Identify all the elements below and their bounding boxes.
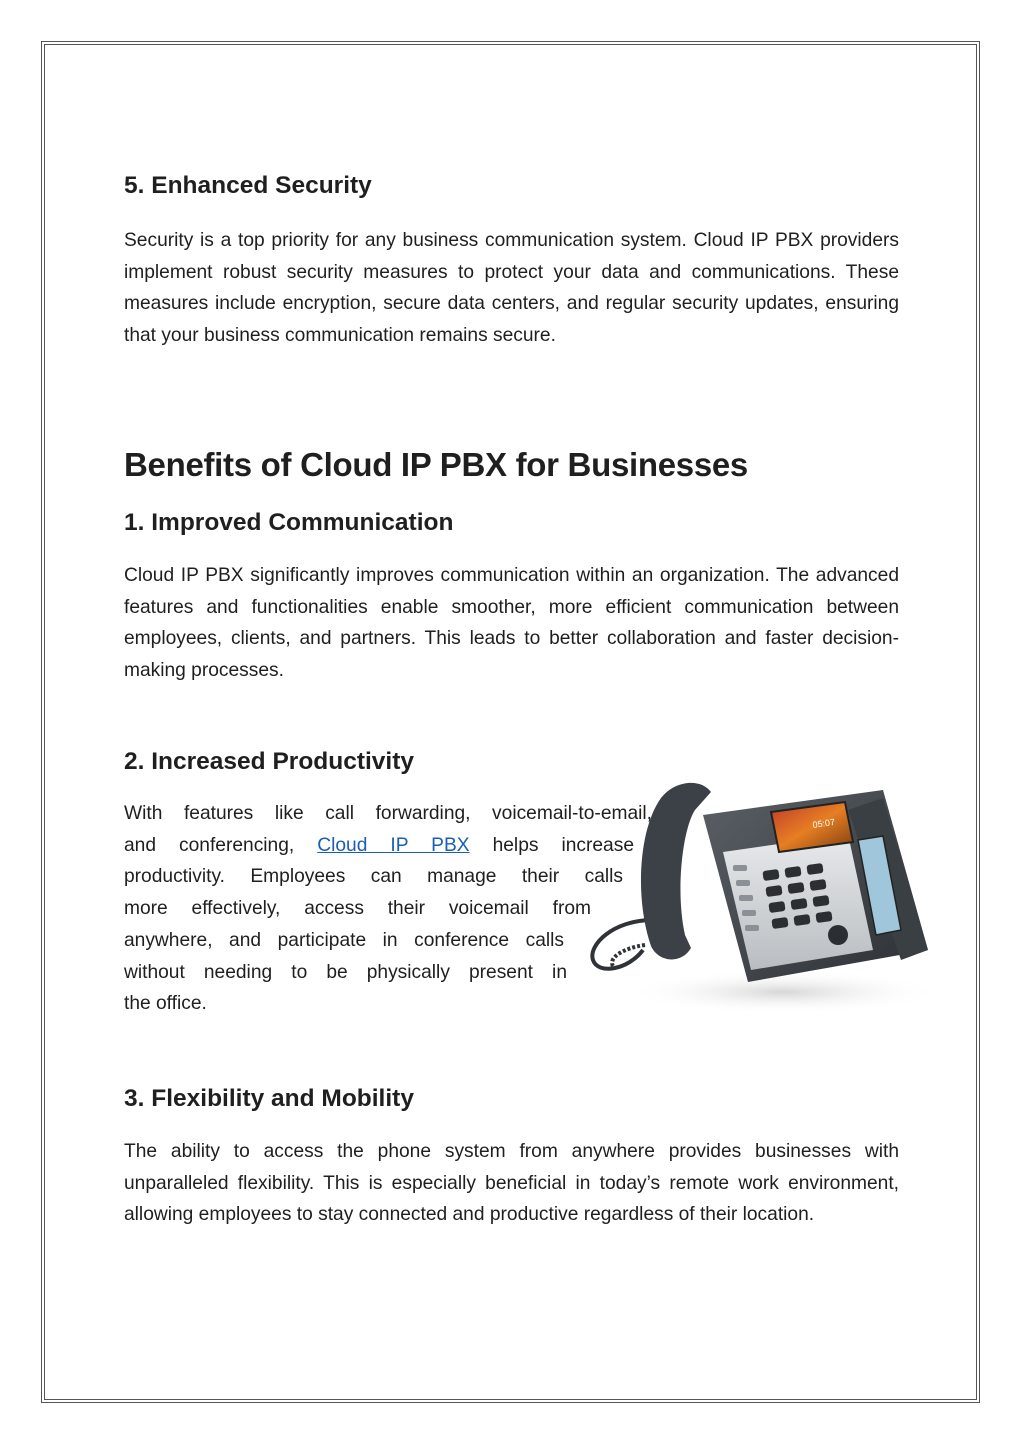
heading-flexibility-mobility: 3. Flexibility and Mobility xyxy=(124,1085,414,1112)
paragraph-flexibility-mobility: The ability to access the phone system from anywhere provides businesses with unparalleled flexibility. This is especially beneficial in today’s remote work environment, allowing employees to stay connected and productive regardless of their location. xyxy=(124,1141,899,1226)
heading-enhanced-security: 5. Enhanced Security xyxy=(124,172,372,199)
phone-handset xyxy=(641,783,711,960)
productivity-text: and conferencing, xyxy=(124,834,295,856)
productivity-line: anywhere, and participate in conference calls xyxy=(124,929,564,951)
phone-shadow xyxy=(623,970,938,1014)
productivity-line: With features like call forwarding, voicemail-to-email, xyxy=(124,803,652,824)
heading-benefits: Benefits of Cloud IP PBX for Businesses xyxy=(124,446,748,483)
productivity-line: more effectively, access their voicemail from xyxy=(124,898,591,920)
ip-phone-image xyxy=(583,770,938,1015)
phone-screen-time: 05:07 xyxy=(811,816,836,830)
heading-improved-communication: 1. Improved Communication xyxy=(124,509,454,536)
productivity-line: the office. xyxy=(124,993,207,1015)
paragraph-increased-productivity xyxy=(124,798,652,1020)
productivity-line xyxy=(124,830,634,862)
paragraph-enhanced-security: Security is a top priority for any business communication system. Cloud IP PBX providers implement robust security measures to protect your data and communications. These measures include encryption, secure data centers, and regular security updates, ensuring that your business communication remains secure. xyxy=(124,230,899,347)
heading-increased-productivity: 2. Increased Productivity xyxy=(124,748,415,775)
paragraph-improved-communication: Cloud IP PBX significantly improves communication within an organization. The advanced features and functionalities enable smoother, more efficient communication between employees, clients, and partners. This leads to better collaboration and faster decision-making processes. xyxy=(124,565,899,682)
cloud-ip-pbx-link[interactable]: Cloud IP PBX xyxy=(317,834,470,856)
phone-nav-button xyxy=(828,925,848,945)
productivity-line: productivity. Employees can manage their calls xyxy=(124,866,623,888)
productivity-line: without needing to be physically present in xyxy=(124,961,567,983)
productivity-text: helps increase xyxy=(492,834,634,856)
